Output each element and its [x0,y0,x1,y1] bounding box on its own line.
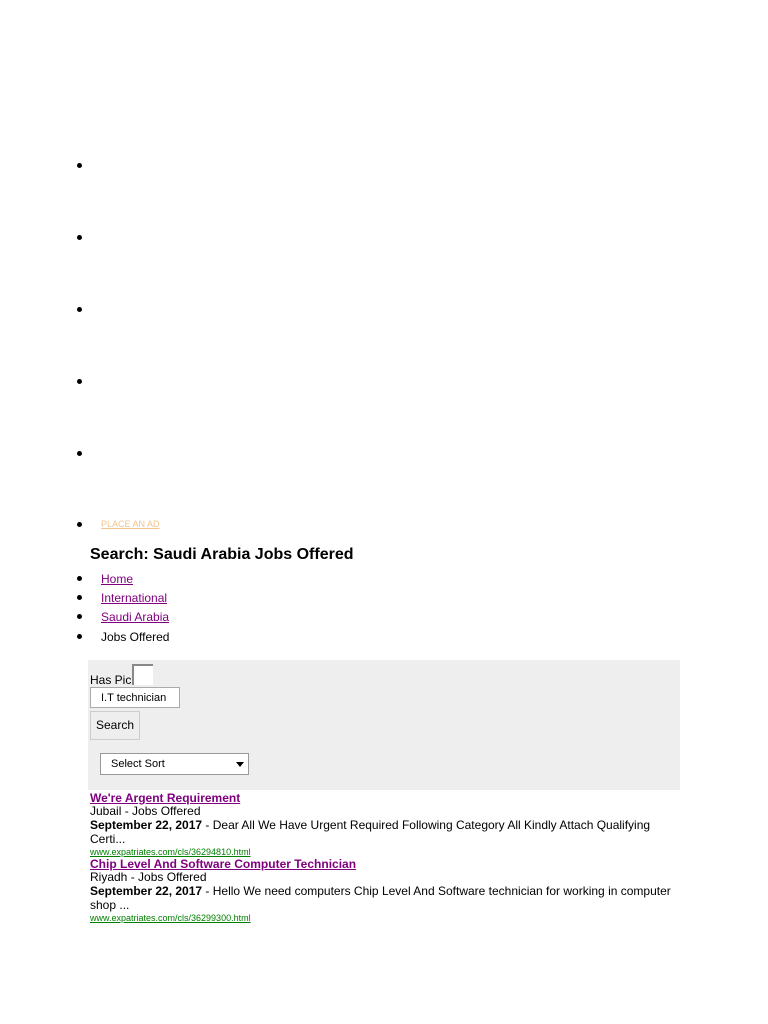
breadcrumb-item-home [101,572,133,586]
search-input[interactable] [90,687,180,708]
has-pic-label: Has Pic [90,673,132,687]
result-location: Riyadh - Jobs Offered [90,870,207,884]
breadcrumb-bullet [77,576,82,581]
result-snippet [90,884,680,912]
result-snippet [90,818,680,846]
result-title-link[interactable]: We're Argent Requirement [90,791,241,805]
result-url-link[interactable]: www.expatriates.com/cls/36294810.html [90,847,251,857]
result-item [90,857,680,924]
breadcrumb-item-current: Jobs Offered [101,630,170,644]
page-title: Search: Saudi Arabia Jobs Offered [90,546,354,563]
result-url-link[interactable]: www.expatriates.com/cls/36299300.html [90,913,251,923]
result-snippet-text: - Dear All We Have Urgent Required Following Category All Kindly Attach Qualifying Certi... [90,818,651,846]
chevron-down-icon [236,762,244,767]
nav-item-bullet [77,451,82,456]
has-pic-checkbox[interactable] [132,664,153,685]
breadcrumb-bullet [77,634,82,639]
result-item [90,791,680,858]
nav-item-bullet [77,307,82,312]
result-title-link[interactable]: Chip Level And Software Computer Technician [90,857,357,871]
nav-item-bullet [77,379,82,384]
sort-select[interactable] [100,753,249,775]
result-location: Jubail - Jobs Offered [90,804,201,818]
breadcrumb-link-international[interactable]: International [101,591,168,605]
breadcrumb-link-home[interactable]: Home [101,572,134,586]
place-an-ad-link[interactable]: PLACE AN AD [101,519,160,529]
sort-select-value: Select Sort [111,758,165,770]
search-button[interactable]: Search [90,711,140,740]
result-date: September 22, 2017 [90,818,203,832]
breadcrumb-link-saudi-arabia[interactable]: Saudi Arabia [101,610,170,624]
breadcrumb-bullet [77,595,82,600]
nav-item-bullet [77,235,82,240]
result-date: September 22, 2017 [90,884,203,898]
breadcrumb-item-saudi-arabia [101,610,169,624]
breadcrumb-item-international [101,591,167,605]
nav-item-bullet [77,522,82,527]
breadcrumb-bullet [77,614,82,619]
result-snippet-text: - Hello We need computers Chip Level And Software technician for working in computer shop ... [90,884,671,912]
nav-item-bullet [77,163,82,168]
search-form [88,660,680,790]
